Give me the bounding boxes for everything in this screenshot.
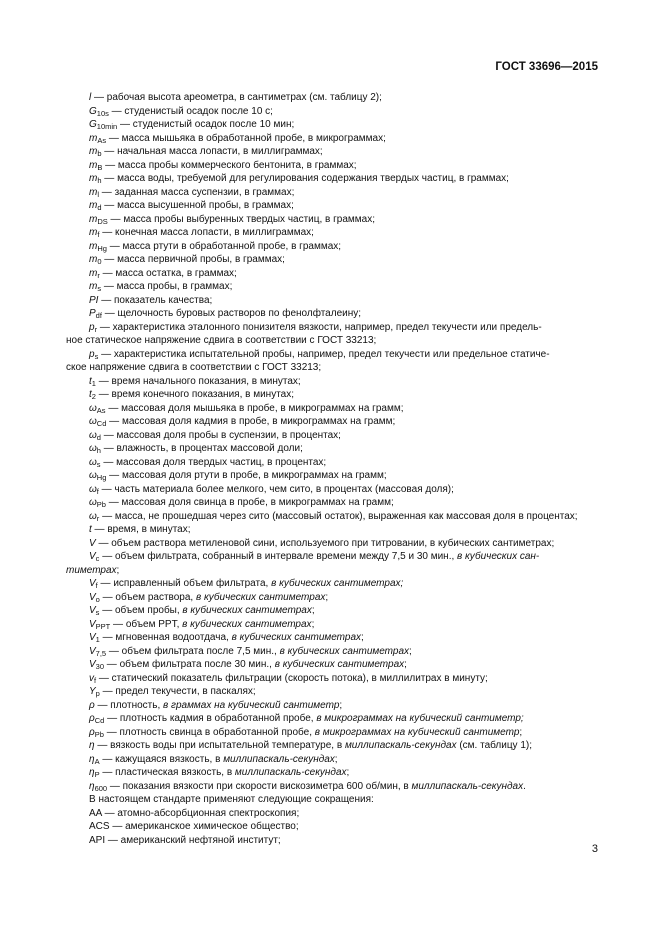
definition-line — [66, 213, 601, 227]
symbol-subscript: Cd — [96, 419, 107, 428]
definition-line — [66, 442, 601, 456]
definition-text: — характеристика эталонного понизителя вязкости, например, предел текучести или предель- — [97, 321, 542, 333]
definition-text: — масса ртути в обработанной пробе, в граммах; — [106, 240, 342, 252]
definition-text: — время, в минутах; — [91, 524, 191, 535]
definition-unit-italic: в микрограммах на кубический сантиметр — [314, 726, 520, 738]
definition-line — [66, 523, 601, 537]
symbol: ω — [89, 402, 97, 414]
symbol-subscript: s — [94, 351, 99, 361]
symbol: ω — [89, 483, 97, 495]
symbol-subscript: 1 — [91, 378, 96, 388]
symbol: P — [89, 308, 96, 319]
definition-text: — заданная масса суспензии, в граммах; — [99, 186, 295, 198]
definition-line — [66, 766, 601, 780]
definition-unit-italic: в кубических сантиметрах — [279, 645, 410, 657]
definition-line — [66, 226, 601, 240]
symbol-subscript: 7,5 — [95, 648, 107, 658]
definition-line — [66, 726, 601, 740]
symbol-subscript: d — [96, 432, 101, 442]
definition-unit-italic: в микрограммах на кубический сантиметр; — [316, 713, 524, 724]
symbol-subscript: PPT — [95, 621, 111, 631]
symbol: m — [89, 146, 98, 157]
definition-text: — объем фильтрата, собранный в интервале времени между 7,5 и 30 мин., — [99, 551, 458, 562]
symbol-subscript: h — [96, 446, 101, 455]
definition-line — [66, 712, 601, 726]
definition-text: — показатель качества; — [98, 294, 213, 306]
definition-line — [66, 375, 601, 389]
symbol-subscript: df — [95, 311, 102, 320]
symbol: V — [89, 632, 96, 643]
definition-text: — масса пробы выбуренных твердых частиц, в граммах; — [107, 213, 376, 225]
definition-tail: ; — [519, 726, 523, 738]
symbol: η — [89, 753, 95, 765]
symbol: η — [89, 767, 95, 778]
symbol-subscript: s — [95, 608, 100, 617]
definitions-list — [66, 91, 601, 847]
definition-text: — плотность свинца в обработанной пробе, — [103, 726, 315, 738]
definition-text: — время начального показания, в минутах; — [95, 375, 301, 387]
symbol: V — [89, 645, 96, 657]
definition-text: — вязкость воды при испытательной температуре, в — [94, 740, 345, 751]
definition-line — [66, 186, 601, 200]
definition-text: — предел текучести, в паскалях; — [99, 686, 256, 697]
definition-line — [66, 199, 601, 213]
definition-line — [66, 172, 601, 186]
symbol-subscript: b — [97, 149, 102, 158]
definition-tail: ; — [409, 645, 412, 657]
definition-tail: ; — [404, 659, 407, 670]
definition-text: — кажущаяся вязкость, в — [99, 753, 224, 765]
definition-line — [66, 658, 601, 672]
definition-text: — масса, не прошедшая через сито (массовый остаток), выраженная как массовая доля в процентах; — [99, 510, 578, 522]
definition-text: — масса воды, требуемой для регулирования содержания твердых частиц, в граммах; — [101, 173, 509, 184]
symbol-subscript: f — [95, 581, 98, 590]
definition-text: — показания вязкости при скорости вискозиметра 600 об/мин, в — [107, 780, 412, 792]
definition-line — [66, 388, 601, 402]
symbol-subscript: d — [97, 203, 102, 212]
symbol: η — [89, 740, 95, 751]
definition-text: — объем раствора метиленовой сини, используемого при титровании, в кубических сантиметрах; — [95, 537, 555, 549]
definition-line — [66, 780, 601, 794]
definition-text: В настоящем стандарте применяют следующие сокращения: — [89, 794, 374, 805]
definition-text: — щелочность буровых растворов по фенолфталеину; — [101, 308, 362, 319]
symbol-subscript: h — [97, 176, 102, 185]
symbol: t — [89, 389, 92, 400]
definition-tail: ; — [116, 564, 120, 576]
definition-text: — массовая доля пробы в суспензии, в процентах; — [100, 429, 341, 441]
symbol-subscript: o — [95, 594, 100, 604]
definition-line — [66, 105, 601, 119]
definition-line — [66, 294, 601, 308]
symbol: G — [89, 119, 97, 130]
definition-tail: ; — [339, 699, 343, 711]
definition-line — [66, 807, 601, 821]
definition-line — [66, 132, 601, 146]
definition-unit-italic: в кубических сантиметрах — [182, 618, 312, 630]
definition-text: ное статическое напряжение сдвига в соответствии с ГОСТ 33213; — [66, 335, 377, 346]
definition-text: — конечная масса лопасти, в миллиграммах; — [99, 227, 314, 238]
definition-tail: ; — [361, 632, 364, 643]
symbol: v — [89, 672, 94, 684]
symbol-subscript: As — [97, 135, 107, 145]
symbol: t — [89, 524, 92, 535]
definition-unit-italic: в кубических сантиметрах; — [271, 578, 404, 589]
definition-unit-italic: миллипаскаль-секундах — [411, 780, 524, 792]
definition-text: — характеристика испытательной пробы, например, предел текучести или предельное статиче- — [98, 348, 550, 360]
definition-text: — мгновенная водоотдача, — [99, 632, 232, 643]
definition-line — [66, 159, 601, 173]
symbol-subscript: r — [97, 270, 100, 280]
symbol-subscript: s — [96, 459, 101, 469]
symbol-subscript: 2 — [91, 392, 96, 401]
symbol: PI — [89, 294, 99, 306]
definition-unit-italic: миллипаскаль-секундах — [344, 740, 457, 751]
symbol: l — [89, 92, 92, 103]
definition-line — [66, 631, 601, 645]
symbol-subscript: f — [96, 486, 99, 496]
definition-text: — плотность, — [94, 699, 164, 711]
symbol: t — [89, 375, 92, 387]
definition-text: — масса пробы, в граммах; — [101, 281, 233, 292]
symbol-subscript: DS — [97, 216, 108, 226]
definition-line — [66, 321, 601, 335]
definition-line — [66, 145, 601, 159]
symbol: p — [89, 348, 95, 360]
symbol: ρ — [89, 726, 95, 738]
symbol-subscript: f — [97, 230, 100, 239]
symbol: m — [89, 159, 98, 171]
symbol: ρ — [89, 699, 95, 711]
definition-line — [66, 820, 601, 834]
definition-text: — объем фильтрата после 7,5 мин., — [106, 645, 280, 657]
symbol: V — [89, 605, 96, 616]
symbol-subscript: Hg — [97, 243, 107, 253]
symbol-subscript: A — [94, 756, 100, 766]
definition-unit-italic: в кубических сантиметрах — [274, 659, 405, 670]
definition-line — [66, 348, 601, 362]
symbol-subscript: s — [97, 284, 102, 293]
symbol: V — [89, 591, 96, 603]
symbol: m — [89, 240, 98, 252]
symbol: m — [89, 281, 98, 292]
symbol: G — [89, 105, 97, 117]
definition-text: — массовая доля ртути в пробе, в микрограммах на грамм; — [106, 470, 387, 481]
definition-line — [66, 402, 601, 416]
symbol: V — [89, 618, 96, 630]
definition-line — [66, 469, 601, 483]
symbol-subscript: Pb — [94, 729, 104, 739]
definition-text: — объем раствора, — [99, 591, 196, 603]
symbol-subscript: 0 — [97, 257, 102, 266]
definition-line — [66, 118, 601, 132]
definition-line — [66, 577, 601, 591]
symbol: m — [89, 267, 98, 279]
symbol-subscript: Hg — [96, 473, 107, 482]
definition-unit-italic: в кубических сантиметрах — [182, 605, 312, 616]
definition-text: ACS — американское химическое общество; — [89, 821, 299, 832]
definition-text: — студенистый осадок после 10 мин; — [117, 119, 295, 130]
definition-line — [66, 618, 601, 632]
symbol: m — [89, 254, 98, 265]
symbol: V — [89, 551, 96, 562]
definition-text: — пластическая вязкость, в — [99, 767, 235, 778]
definition-text: — влажность, в процентах массовой доли; — [100, 443, 303, 454]
definition-line — [66, 267, 601, 281]
definition-line — [66, 429, 601, 443]
definition-text: — начальная масса лопасти, в миллиграммах; — [101, 146, 323, 157]
symbol: ω — [89, 456, 97, 468]
page-number: 3 — [591, 843, 598, 855]
definition-line — [66, 307, 601, 321]
definition-text: — время конечного показания, в минутах; — [95, 389, 295, 400]
symbol: V — [89, 578, 96, 589]
symbol-subscript: 10min — [96, 122, 118, 131]
symbol-subscript: Pb — [96, 500, 106, 509]
definition-text: — объем PPT, — [110, 618, 183, 630]
definition-text: — массовая доля твердых частиц, в процентах; — [100, 456, 327, 468]
definition-unit-italic: тиметрах — [66, 564, 117, 576]
definition-line — [66, 240, 601, 254]
definition-text: — объем фильтрата после 30 мин., — [104, 659, 275, 670]
symbol: V — [89, 537, 96, 549]
symbol-subscript: 30 — [95, 662, 105, 671]
definition-unit-italic: миллипаскаль-секундах — [223, 753, 335, 765]
definition-line — [66, 510, 601, 524]
symbol-subscript: c — [95, 554, 100, 563]
definition-line — [66, 334, 601, 348]
definition-text: — масса пробы коммерческого бентонита, в граммах; — [102, 159, 357, 171]
definition-line — [66, 415, 601, 429]
definition-unit-italic: в кубических сан- — [457, 551, 540, 562]
symbol-subscript: As — [96, 405, 106, 415]
definition-tail: ; — [325, 591, 329, 603]
definition-text: AA — атомно-абсорбционная спектроскопия; — [89, 807, 300, 819]
symbol-subscript: P — [94, 770, 100, 779]
symbol: m — [89, 186, 98, 198]
definition-line — [66, 604, 601, 618]
definition-text: — студенистый осадок после 10 с; — [108, 105, 273, 117]
symbol: m — [89, 213, 98, 225]
symbol: m — [89, 227, 98, 238]
definition-tail: ; — [334, 753, 338, 765]
definition-line — [66, 483, 601, 497]
definition-text: — масса остатка, в граммах; — [99, 267, 237, 279]
definition-line — [66, 672, 601, 686]
symbol: p — [89, 321, 95, 333]
symbol-subscript: f — [94, 675, 97, 685]
definition-unit-italic: в кубических сантиметрах — [195, 591, 326, 603]
definition-text: — рабочая высота ареометра, в сантиметрах (см. таблицу 2); — [91, 92, 382, 103]
definition-line — [66, 550, 601, 564]
definition-text: — масса мышьяка в обработанной пробе, в микрограммах; — [106, 132, 386, 144]
symbol-subscript: 1 — [95, 635, 100, 644]
symbol: ω — [89, 510, 97, 522]
definition-line — [66, 685, 601, 699]
definition-text: — часть материала более мелкого, чем сито, в процентах (массовая доля); — [98, 483, 454, 495]
symbol: V — [89, 659, 96, 670]
definition-line — [66, 739, 601, 753]
symbol-subscript: 10s — [96, 108, 109, 118]
symbol: ω — [89, 443, 97, 454]
symbol-subscript: r — [94, 324, 98, 334]
definition-line — [66, 645, 601, 659]
definition-line — [66, 537, 601, 551]
symbol: ρ — [89, 713, 95, 724]
definition-text: — массовая доля свинца в пробе, в микрограммах на грамм; — [105, 497, 394, 508]
definition-line — [66, 564, 601, 578]
definition-unit-italic: миллипаскаль-секундах — [234, 767, 347, 778]
definition-line — [66, 91, 601, 105]
definition-line — [66, 496, 601, 510]
definition-text: — исправленный объем фильтрата, — [97, 578, 272, 589]
definition-tail: . — [523, 780, 526, 792]
symbol-subscript: Cd — [94, 716, 105, 725]
definition-line — [66, 699, 601, 713]
definition-text: — масса высушенной пробы, в граммах; — [101, 200, 294, 211]
definition-text: — плотность кадмия в обработанной пробе, — [104, 713, 317, 724]
symbol: m — [89, 132, 98, 144]
definition-line — [66, 361, 601, 375]
definition-unit-italic: в кубических сантиметрах — [231, 632, 362, 643]
symbol-subscript: r — [96, 513, 100, 523]
symbol: m — [89, 173, 98, 184]
definition-tail: ; — [311, 605, 315, 616]
symbol: ω — [89, 429, 97, 441]
definition-text: — массовая доля мышьяка в пробе, в микрограммах на грамм; — [105, 402, 404, 414]
definition-text: ское напряжение сдвига в соответствии с ГОСТ 33213; — [66, 362, 322, 373]
definition-text: — массовая доля кадмия в пробе, в микрограммах на грамм; — [106, 416, 396, 427]
symbol-subscript: p — [95, 689, 100, 698]
symbol: Y — [89, 686, 96, 697]
symbol: η — [89, 780, 95, 792]
definition-tail: ; — [311, 618, 315, 630]
symbol-subscript: l — [97, 189, 100, 199]
symbol-subscript: 600 — [94, 783, 108, 793]
symbol-subscript: B — [97, 162, 103, 172]
symbol: ω — [89, 416, 97, 427]
definition-line — [66, 793, 601, 807]
definition-line — [66, 456, 601, 470]
symbol: m — [89, 200, 98, 211]
symbol: ω — [89, 497, 97, 508]
definition-text: — статический показатель фильтрации (скорость потока), в миллилитрах в минуту; — [96, 672, 488, 684]
definition-text: — масса первичной пробы, в граммах; — [101, 254, 285, 265]
definition-line — [66, 280, 601, 294]
definition-line — [66, 591, 601, 605]
symbol: ω — [89, 470, 97, 481]
definition-line — [66, 753, 601, 767]
document-header: ГОСТ 33696—2015 — [495, 61, 598, 73]
definition-tail: (см. таблицу 1); — [456, 740, 533, 751]
definition-line — [66, 253, 601, 267]
definition-tail: ; — [346, 767, 350, 778]
definition-unit-italic: в граммах на кубический сантиметр — [163, 699, 340, 711]
definition-text: API — американский нефтяной институт; — [89, 834, 281, 846]
definition-text: — объем пробы, — [99, 605, 183, 616]
